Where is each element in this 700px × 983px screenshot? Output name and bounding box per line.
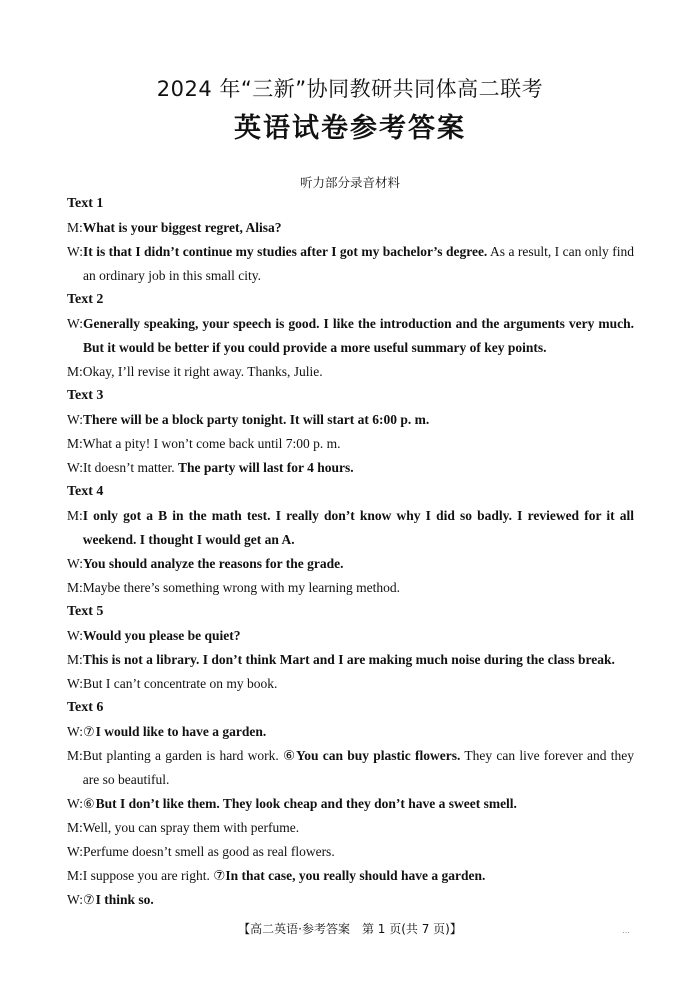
line-text <box>83 456 634 480</box>
dialogue-line <box>67 864 634 888</box>
text-heading: Text 2 <box>67 292 104 307</box>
speaker-label: W: <box>67 244 83 259</box>
dialogue-line <box>67 672 634 696</box>
speaker-label: W: <box>67 844 83 859</box>
question-marker: ⑦ <box>83 724 95 739</box>
dialogue-line <box>67 816 634 840</box>
line-text <box>83 312 634 360</box>
speaker-label: W: <box>67 556 83 571</box>
dialogue-line <box>67 360 634 384</box>
dialogue-line <box>67 552 634 576</box>
dialogue-line <box>67 792 634 816</box>
answer-text: In that case, you really should have a garden. <box>225 868 486 883</box>
line-text <box>83 888 634 912</box>
text-heading: Text 1 <box>67 196 104 211</box>
dialogue-line <box>67 240 634 288</box>
speaker-label: W: <box>67 460 83 475</box>
line-text <box>83 624 634 648</box>
speaker-label: W: <box>67 724 83 739</box>
line-text <box>83 864 634 888</box>
dialogue-line <box>67 576 634 600</box>
speaker-label: M: <box>67 580 83 595</box>
dialogue-line <box>67 216 634 240</box>
speaker-label: M: <box>67 436 83 451</box>
exam-title: 2024 年“三新”协同教研共同体高二联考 <box>156 77 544 101</box>
line-text <box>83 720 634 744</box>
text-heading: Text 6 <box>67 700 104 715</box>
text-heading: Text 4 <box>67 484 104 499</box>
speaker-label: M: <box>67 748 83 763</box>
line-text <box>83 408 634 432</box>
speaker-label: W: <box>67 628 83 643</box>
line-text <box>83 552 634 576</box>
plain-text: I suppose you are right. <box>82 868 214 883</box>
plain-text: But I can’t concentrate on my book. <box>83 676 278 691</box>
plain-text: It doesn’t matter. <box>83 460 178 475</box>
answer-text: But I don’t like them. They look cheap and they don’t have a sweet smell. <box>95 796 517 811</box>
answer-text: I think so. <box>95 892 154 907</box>
dialogue-line <box>67 456 634 480</box>
answer-text: Generally speaking, your speech is good. I like the introduction and the arguments very much. But it would be better if you could provide a more useful summary of key points. <box>83 316 634 355</box>
dialogue-line <box>67 888 634 912</box>
line-text <box>83 648 634 672</box>
plain-text: Maybe there’s something wrong with my learning method. <box>82 580 400 595</box>
line-text <box>83 216 634 240</box>
line-text <box>83 840 634 864</box>
speaker-label: W: <box>67 412 83 427</box>
speaker-label: W: <box>67 316 83 331</box>
answer-text: What is your biggest regret, Alisa? <box>82 220 282 235</box>
answer-text: I only got a B in the math test. I really don’t know why I did so badly. I reviewed for it all weekend. I thought I would get an A. <box>82 508 634 547</box>
plain-text: Perfume doesn’t smell as good as real flowers. <box>83 844 335 859</box>
footer-mark: … <box>622 926 630 935</box>
answer-text: I would like to have a garden. <box>95 724 267 739</box>
speaker-label: M: <box>67 364 83 379</box>
speaker-label: M: <box>67 508 83 523</box>
line-text <box>83 792 634 816</box>
dialogue-line <box>67 624 634 648</box>
page-footer: 【高二英语·参考答案 第 1 页(共 7 页)】 <box>238 922 462 936</box>
dialogue-line <box>67 648 634 672</box>
answer-text: The party will last for 4 hours. <box>177 460 354 475</box>
speaker-label: M: <box>67 220 83 235</box>
answer-text: This is not a library. I don’t think Mart and I are making much noise during the class break. <box>82 652 615 667</box>
dialogue-line <box>67 504 634 552</box>
answer-text: You should analyze the reasons for the grade. <box>83 556 344 571</box>
line-text <box>83 744 634 792</box>
plain-text: ⑦ <box>213 868 226 883</box>
dialogue-line <box>67 312 634 360</box>
answer-text: It is that I didn’t continue my studies after I got my bachelor’s degree. <box>83 244 488 259</box>
question-marker: ⑦ <box>83 892 95 907</box>
speaker-label: M: <box>67 652 83 667</box>
plain-text: As a result, I can only find an ordinary job in this small city. <box>83 244 634 283</box>
answer-key-title: 英语试卷参考答案 <box>234 113 466 144</box>
dialogue-line <box>67 720 634 744</box>
line-text <box>83 576 634 600</box>
plain-text: But planting a garden is hard work. <box>82 748 284 763</box>
line-text <box>83 432 634 456</box>
plain-text: They can live forever and they are so beautiful. <box>82 748 634 787</box>
speaker-label: W: <box>67 796 83 811</box>
answer-text: Would you please be quiet? <box>83 628 241 643</box>
plain-text: ⑥ <box>283 748 297 763</box>
line-text <box>83 672 634 696</box>
plain-text: What a pity! I won’t come back until 7:00 p. m. <box>82 436 341 451</box>
speaker-label: W: <box>67 892 83 907</box>
line-text <box>83 816 634 840</box>
line-text <box>83 504 634 552</box>
dialogue-line <box>67 408 634 432</box>
speaker-label: W: <box>67 676 83 691</box>
speaker-label: M: <box>67 820 83 835</box>
line-text <box>83 360 634 384</box>
line-text <box>83 240 634 288</box>
plain-text: Well, you can spray them with perfume. <box>82 820 300 835</box>
text-heading: Text 3 <box>67 388 104 403</box>
speaker-label: M: <box>67 868 83 883</box>
plain-text: Okay, I’ll revise it right away. Thanks, Julie. <box>82 364 323 379</box>
text-heading: Text 5 <box>67 604 104 619</box>
dialogue-line <box>67 744 634 792</box>
answer-text: You can buy plastic flowers. <box>296 748 461 763</box>
answer-text: There will be a block party tonight. It will start at 6:00 p. m. <box>83 412 430 427</box>
question-marker: ⑥ <box>83 796 95 811</box>
section-subtitle: 听力部分录音材料 <box>299 175 400 190</box>
transcript-content <box>67 192 634 912</box>
dialogue-line <box>67 432 634 456</box>
dialogue-line <box>67 840 634 864</box>
